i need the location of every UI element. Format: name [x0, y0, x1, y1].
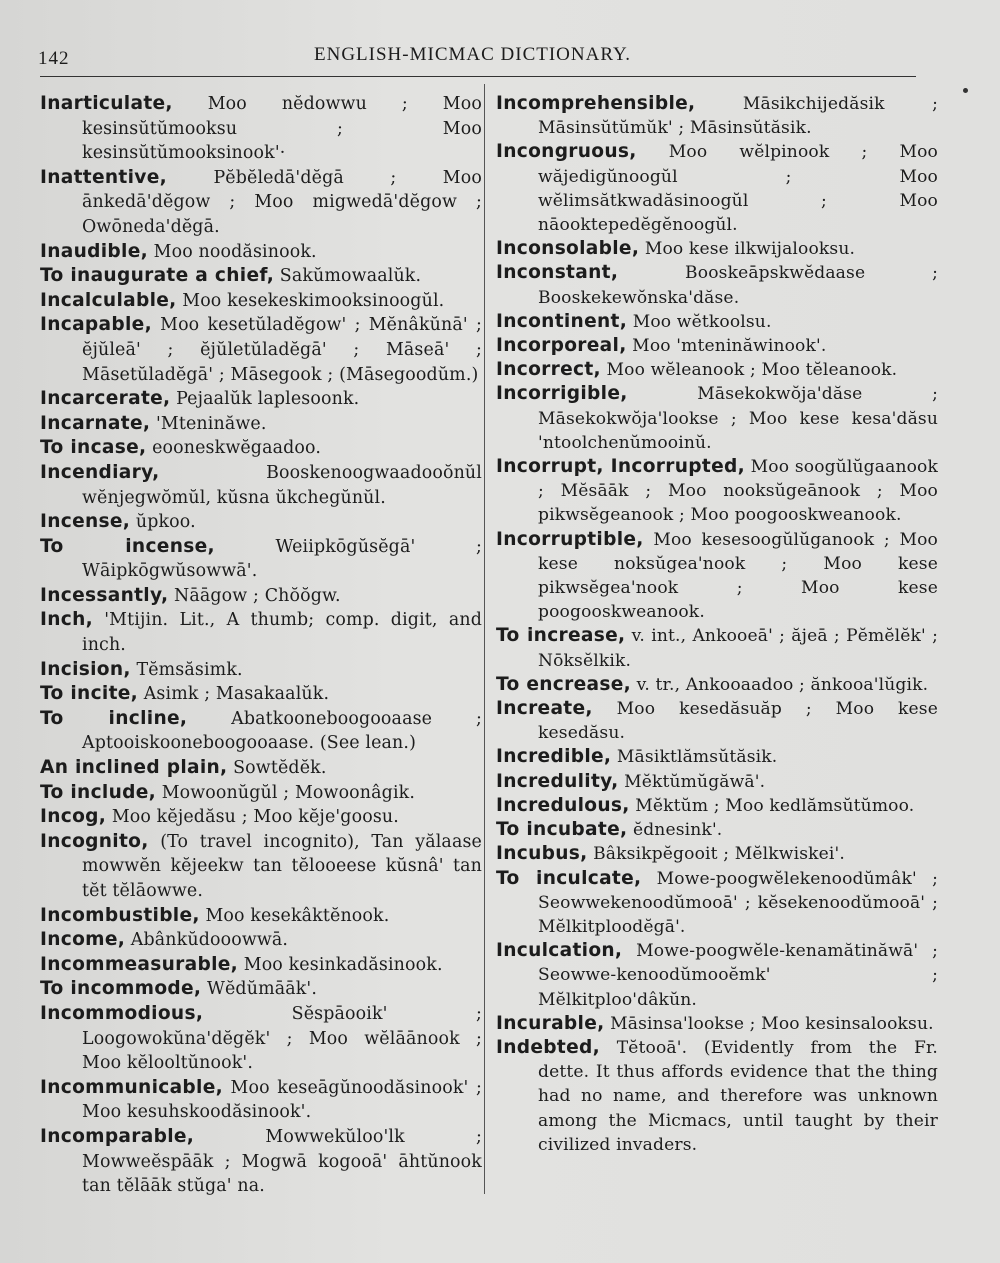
entry-definition: Mĕktŭmŭgăwā'.: [624, 771, 766, 792]
entry-headword: Incommodious,: [40, 1002, 204, 1024]
entry-headword: An inclined plain,: [40, 757, 228, 779]
entry-headword: To increase,: [496, 625, 626, 647]
entry-definition: Moo nĕdowwu ; Moo kesinsŭtŭmooksu ; Moo kesinsŭtŭmooksinook'·: [82, 94, 482, 164]
entry-definition: Moo kese ilkwijalooksu.: [644, 239, 856, 260]
dictionary-entry: [40, 264, 482, 289]
dictionary-entry: [40, 608, 482, 657]
running-title: ENGLISH-MICMAC DICTIONARY.: [314, 44, 631, 65]
entry-definition: Moo kĕjedăsu ; Moo kĕje'goosu.: [111, 807, 399, 828]
dictionary-entry: [40, 166, 482, 240]
entry-headword: Indebted,: [496, 1036, 600, 1058]
entry-definition: Wĕdŭmāāk'.: [206, 979, 318, 1000]
entry-headword: Incredible,: [496, 746, 612, 768]
entry-definition: Mowwekŭloo'lk ; Mowweĕspāāk ; Mogwā kogooā' āhtŭnook tan tĕlāāk stŭga' na.: [82, 1126, 482, 1197]
entry-definition: Māsikchijedăsik ; Māsinsŭtŭmŭk' ; Māsinsŭtăsik.: [538, 94, 938, 139]
dictionary-entry: [496, 1036, 938, 1157]
dictionary-entry: [40, 412, 482, 437]
entry-definition: Moo soogŭlŭgaanook ; Mĕsāāk ; Moo nooksŭgeānook ; Moo pikwsĕgeanook ; Moo poogooskweanook.: [538, 457, 938, 526]
entry-headword: To incommode,: [40, 978, 202, 1000]
dictionary-entry: [40, 92, 482, 166]
entry-definition: Tĕmsăsimk.: [136, 659, 243, 680]
entry-definition: Nāāgow ; Chŏŏgw.: [174, 585, 341, 606]
dictionary-entry: [40, 1125, 482, 1199]
dictionary-entry: [40, 387, 482, 412]
entry-headword: Incombustible,: [40, 904, 200, 926]
entry-headword: Income,: [40, 929, 126, 951]
entry-definition: Moo kesekeskimooksinoogŭl.: [182, 290, 445, 311]
dictionary-entry: [496, 867, 938, 940]
entry-definition: Pĕbĕledā'dĕgā ; Moo ānkedā'dĕgow ; Moo migwedā'dĕgow ; Owōneda'dĕgā.: [82, 167, 482, 237]
dictionary-entry: [40, 461, 482, 510]
page-header: [38, 44, 918, 70]
entry-headword: Incubus,: [496, 843, 588, 865]
dictionary-entry: [496, 455, 938, 528]
dictionary-entry: [496, 382, 938, 455]
dictionary-entry: [496, 673, 938, 697]
entry-headword: Incredulous,: [496, 794, 630, 816]
entry-headword: Increate,: [496, 698, 593, 720]
page-number: 142: [38, 48, 70, 69]
entry-definition: ŭpkoo.: [135, 512, 196, 533]
column-divider: [484, 84, 485, 1194]
entry-definition: Moo 'mteninăwinook'.: [632, 336, 827, 357]
entry-headword: To incubate,: [496, 819, 628, 841]
entry-headword: Incorruptible,: [496, 528, 644, 550]
dictionary-entry: [496, 261, 938, 309]
dictionary-entry: [40, 904, 482, 929]
entry-headword: To incase,: [40, 437, 147, 459]
entry-definition: Moo keseāgŭnoodăsinook' ; Moo kesuhskoodăsinook'.: [82, 1077, 482, 1123]
dictionary-entry: [496, 528, 938, 625]
dictionary-entry: [40, 510, 482, 535]
entry-definition: 'Mteninăwe.: [155, 413, 267, 434]
entry-headword: Incomprehensible,: [496, 93, 696, 114]
entry-headword: Inch,: [40, 609, 93, 631]
dictionary-entry: [496, 624, 938, 672]
entry-headword: Inconsolable,: [496, 238, 640, 260]
dictionary-entry: [40, 658, 482, 683]
dictionary-entry: [496, 745, 938, 769]
entry-definition: 'Mtijin. Lit., A thumb; comp. digit, and inch.: [82, 610, 482, 656]
entry-headword: Inconstant,: [496, 262, 619, 284]
dictionary-entry: [40, 289, 482, 314]
entry-definition: Sakŭmowaalŭk.: [279, 266, 422, 287]
entry-definition: ĕdnesink'.: [632, 820, 723, 841]
entry-headword: Incog,: [40, 806, 107, 828]
entry-headword: Incongruous,: [496, 141, 637, 163]
entry-definition: Māsekokwŏja'dăse ; Māsekokwŏja'lookse ; Moo kese kesa'dăsu 'ntoolchenŭmooinŭ.: [538, 384, 938, 453]
dictionary-entry: [40, 682, 482, 707]
entry-headword: Incommeasurable,: [40, 953, 239, 975]
entry-headword: Incendiary,: [40, 461, 160, 483]
entry-headword: To incense,: [40, 535, 215, 557]
entry-definition: v. int., Ankooeā' ; ăjeā ; Pĕmĕlĕk' ; Nōksĕlkik.: [538, 626, 938, 671]
entry-headword: Incurable,: [496, 1012, 605, 1034]
left-column: [40, 92, 482, 1199]
dictionary-entry: [40, 756, 482, 781]
entry-headword: To encrease,: [496, 673, 631, 695]
dictionary-entry: [496, 842, 938, 866]
dictionary-entry: [40, 953, 482, 978]
entry-headword: Inarticulate,: [40, 93, 173, 114]
dictionary-entry: [496, 310, 938, 334]
entry-definition: eooneskwĕgaadoo.: [152, 438, 322, 459]
entry-definition: Tĕtooā'. (Evidently from the Fr. dette. It thus affords evidence that the thing had no name, and therefore was unknown among the Micmacs, until taught by their civilized invaders.: [538, 1037, 938, 1155]
entry-headword: To incline,: [40, 707, 188, 729]
entry-headword: Inattentive,: [40, 166, 167, 188]
entry-headword: Incorrigible,: [496, 383, 628, 405]
dictionary-entry: [496, 358, 938, 382]
entry-headword: Incorporeal,: [496, 335, 627, 357]
dictionary-entry: [496, 237, 938, 261]
entry-headword: Incredulity,: [496, 770, 619, 792]
dictionary-entry: [496, 92, 938, 140]
entry-headword: Incalculable,: [40, 289, 177, 311]
dictionary-entry: [40, 781, 482, 806]
entry-definition: Mowe-poogwĕlekenoodŭmâk' ; Seowwekenoodŭmooā' ; kĕsekenoodŭmooā' ; Mĕlkitploodĕgā'.: [538, 868, 938, 937]
dictionary-entry: [40, 436, 482, 461]
dictionary-entry: [496, 818, 938, 842]
ink-dot: [963, 88, 968, 93]
entry-definition: Moo kesinkadăsinook.: [243, 954, 443, 975]
entry-definition: Abânkŭdooowwā.: [130, 930, 289, 951]
entry-headword: Incense,: [40, 511, 131, 533]
entry-definition: Bâksikpĕgooit ; Mĕlkwiskei'.: [593, 844, 845, 865]
entry-headword: Inaudible,: [40, 240, 148, 262]
entry-headword: Inculcation,: [496, 940, 623, 962]
entry-definition: (To travel incognito), Tan yălaase mowwĕn kĕjeekw tan tĕlooeese kŭsnâ' tan tĕt tĕlāowwe.: [82, 831, 482, 901]
dictionary-entry: [40, 1002, 482, 1076]
dictionary-entry: [40, 1076, 482, 1125]
dictionary-entry: [496, 770, 938, 794]
entry-definition: v. tr., Ankooaadoo ; ănkooa'lŭgik.: [636, 674, 929, 695]
entry-definition: Moo kesekâktĕnook.: [205, 905, 390, 926]
entry-headword: To inculcate,: [496, 867, 642, 889]
entry-headword: To inaugurate a chief,: [40, 265, 275, 287]
dictionary-entry: [40, 928, 482, 953]
dictionary-entry: [496, 939, 938, 1012]
dictionary-entry: [496, 334, 938, 358]
entry-definition: Weiipkōgŭsĕgā' ; Wāipkōgwŭsowwā'.: [82, 536, 482, 582]
entry-definition: Moo wĕleanook ; Moo tĕleanook.: [606, 360, 898, 381]
header-rule: [40, 76, 916, 77]
entry-headword: To include,: [40, 781, 156, 803]
entry-definition: Moo noodăsinook.: [153, 241, 317, 262]
entry-definition: Pejaalŭk laplesoonk.: [176, 389, 360, 410]
entry-headword: Incognito,: [40, 830, 149, 852]
dictionary-entry: [40, 707, 482, 756]
entry-definition: Māsinsa'lookse ; Moo kesinsalooksu.: [610, 1013, 934, 1034]
dictionary-entry: [40, 977, 482, 1002]
entry-definition: Moo wĕlpinook ; Moo wăjedigŭnoogŭl ; Moo wĕlimsătkwadăsinoogŭl ; Moo nāooktepedĕgĕnoogŭl.: [538, 142, 938, 236]
entry-headword: Incommunicable,: [40, 1076, 223, 1098]
entry-definition: Moo wĕtkoolsu.: [632, 311, 772, 332]
dictionary-entry: [40, 313, 482, 387]
entry-definition: Sĕspāooik' ; Loogowokŭna'dĕgĕk' ; Moo wĕlāānook ; Moo kĕlooltŭnook'.: [82, 1003, 482, 1074]
entry-definition: Asimk ; Masakaalŭk.: [143, 684, 330, 705]
dictionary-entry: [496, 140, 938, 237]
entry-headword: Incision,: [40, 658, 131, 680]
entry-definition: Moo kesesoogŭlŭganook ; Moo kese noksŭgea'nook ; Moo kese pikwsĕgea'nook ; Moo kese poogooskweanook.: [538, 529, 938, 623]
entry-definition: Booskenoogwaadooŏnŭl wĕnjegwŏmŭl, kŭsna ŭkchegŭnŭl.: [82, 462, 482, 508]
entry-definition: Mowe-poogwĕle-kenamătinăwā' ; Seowwe-kenoodŭmooĕmk' ; Mĕlkitploo'dâkŭn.: [538, 941, 938, 1010]
entry-definition: Moo kesetŭladĕgow' ; Mĕnâkŭnā' ; ĕjŭleā' ; ĕjŭletŭladĕgā' ; Māseā' ; Māsetŭladĕgā' ; Māsegook ; (Māsegoodŭm.): [82, 315, 482, 385]
entry-headword: To incite,: [40, 683, 139, 705]
entry-definition: Mowoonŭgŭl ; Mowoonâgik.: [161, 782, 416, 803]
entry-definition: Booskeāpskwĕdaase ; Booskekewŏnska'dăse.: [538, 263, 938, 308]
dictionary-entry: [496, 697, 938, 745]
entry-definition: Moo kesedăsuăp ; Moo kese kesedăsu.: [538, 699, 938, 744]
entry-headword: Incomparable,: [40, 1125, 195, 1147]
dictionary-entry: [40, 240, 482, 265]
dictionary-entry: [496, 1012, 938, 1036]
entry-definition: Abatkooneboogooaase ; Aptooiskooneboogooaase. (See lean.): [82, 708, 482, 754]
dictionary-entry: [40, 584, 482, 609]
entry-headword: Incarcerate,: [40, 388, 171, 410]
entry-headword: Incarnate,: [40, 412, 151, 434]
entry-headword: Incontinent,: [496, 310, 628, 332]
entry-definition: Mĕktŭm ; Moo kedlămsŭtŭmoo.: [635, 795, 915, 816]
dictionary-entry: [496, 794, 938, 818]
right-column: [496, 92, 938, 1157]
dictionary-entry: [40, 805, 482, 830]
entry-headword: Incapable,: [40, 314, 152, 336]
entry-headword: Incorrupt, Incorrupted,: [496, 456, 745, 478]
entry-definition: Sowtĕdĕk.: [233, 758, 327, 779]
entry-definition: Māsiktlămsŭtăsik.: [616, 747, 778, 768]
dictionary-entry: [40, 830, 482, 904]
dictionary-entry: [40, 535, 482, 584]
entry-headword: Incessantly,: [40, 584, 169, 606]
entry-headword: Incorrect,: [496, 359, 601, 381]
